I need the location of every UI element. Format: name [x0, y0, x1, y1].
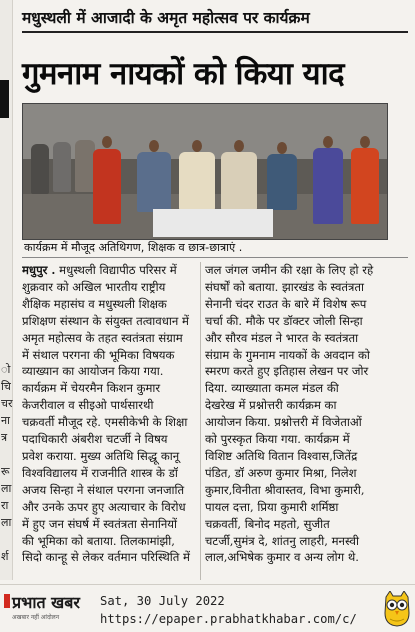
- article-line: पायल दत्ता, प्रिया कुमारी शर्मिष्ठा: [205, 499, 339, 514]
- adjacent-article-strip: [0, 0, 13, 580]
- article-line: पदाधिकारी अंबरीश चटर्जी ने विषय: [22, 432, 168, 447]
- article-kicker: मधुस्थली में आजादी के अमृत महोत्सव पर कार्यक्रम: [22, 9, 310, 27]
- adjacent-text-fragment: चर: [1, 397, 13, 410]
- article-line: और सौरव मंडल ने भारत के स्वतंत्रता: [205, 330, 359, 345]
- article-headline: गुमनाम नायकों को किया याद: [22, 56, 345, 92]
- adjacent-text-fragment: ो: [1, 363, 11, 376]
- adjacent-text-fragment: ला: [1, 482, 12, 495]
- article-line: स्मरण करते हुए इतिहास लेखन पर जोर: [205, 364, 369, 379]
- logo-tagline: अखबार नहीं आंदोलन: [12, 614, 60, 621]
- article-line: विशिष्ट अतिथि वितान विश्वास,जितेंद्र: [205, 448, 358, 463]
- article-line: शैक्षिक महासंघ व मधुस्थली शिक्षक: [22, 296, 167, 311]
- article-line: विश्वविद्यालय में राजनीति शास्त्र के डॉ: [22, 465, 178, 480]
- article-line: शुक्रवार को अखिल भारतीय राष्ट्रीय: [22, 279, 166, 294]
- logo-brand: प्रभात खबर: [12, 593, 80, 612]
- article-line: जल जंगल जमीन की रक्षा के लिए हो रहे: [205, 263, 374, 277]
- article-line: लाल,अभिषेक कुमार व अन्य लोग थे.: [205, 550, 359, 565]
- adjacent-text-fragment: चि: [1, 380, 11, 393]
- article-line: केजरीवाल व सीइओ पार्थसारथी: [22, 398, 154, 413]
- adjacent-headline-fragment: [0, 80, 9, 118]
- owl-mascot-icon: [382, 591, 412, 627]
- article-line: सिदो कान्हू से लेकर वर्तमान परिस्थिति में: [22, 550, 190, 565]
- photo-caption: कार्यक्रम में मौजूद अतिथिगण, शिक्षक व छात्र-छात्राएं .: [24, 241, 243, 254]
- adjacent-text-fragment: त्र: [1, 431, 8, 444]
- article-line: में हुए जन संघर्ष में स्वतंत्रता सेनानियों: [22, 516, 177, 531]
- adjacent-text-fragment: रू: [1, 465, 10, 478]
- prabhat-khabar-logo[interactable]: [4, 591, 96, 627]
- article-line: कार्यक्रम में चेयरमैन किशन कुमार: [22, 381, 161, 396]
- article-line: में संथाल परगना की भूमिका विषयक: [22, 347, 175, 362]
- article-line: कुमार,विनीता श्रीवास्तव, विभा कुमारी,: [205, 482, 365, 497]
- article-line: चटर्जी,सुमंत्र दे, शांतनु लाहरी, मनस्वी: [205, 533, 359, 548]
- epaper-url-link[interactable]: https://epaper.prabhatkhabar.com/c/: [100, 612, 357, 626]
- kicker-rule: [22, 31, 408, 33]
- article-line: अजय सिन्हा ने संथाल परगना जनजाति: [22, 482, 185, 497]
- edition-date: Sat, 30 July 2022: [100, 594, 225, 608]
- article-line: सेनानी चंदर राउत के बारे में विशेष रूप: [205, 296, 367, 311]
- adjacent-text-fragment: ना: [1, 414, 10, 427]
- article-line: मधुपुर . मधुस्थली विद्यापीठ परिसर में: [22, 263, 177, 277]
- adjacent-text-fragment: ला: [1, 516, 12, 529]
- article-line: को पुरस्कृत किया गया. कार्यक्रम में: [205, 432, 350, 447]
- article-line: प्रवेश कराया. मुख्य अतिथि सिद्धू कानू: [22, 448, 180, 463]
- column-divider: [200, 262, 201, 580]
- article-line: पंडित, डॉ अरुण कुमार मिश्रा, निलेश: [205, 465, 357, 480]
- epaper-footer: [0, 584, 415, 632]
- caption-rule: [22, 257, 408, 258]
- article-line: आयोजन किया. प्रश्नोत्तरी में विजेताओं: [205, 415, 362, 430]
- article-line: चक्रवर्ती मौजूद रहे. एमसीकेभी के शिक्षा: [22, 415, 188, 430]
- article-line: संघर्षों को बताया. झारखंड के स्वतंत्रता: [205, 279, 365, 294]
- article-line: और उनके ऊपर हुए अत्याचार के विरोध: [22, 499, 186, 514]
- article-column-left: [22, 262, 198, 566]
- article-line: चर्चा की. मौके पर डॉक्टर जोली सिन्हा: [205, 313, 363, 328]
- article-line: प्रशिक्षण संस्थान के संयुक्त तत्वावधान में: [22, 313, 189, 328]
- adjacent-text-fragment: र्श: [1, 550, 9, 563]
- article-line: की भूमिका को बताया. तिलकामांझी,: [22, 533, 175, 548]
- article-line: संग्राम के गुमनाम नायकों के अवदान को: [205, 347, 370, 362]
- article-line: देखरेख में प्रश्नोत्तरी कार्यक्रम का: [205, 398, 337, 413]
- article-line: अमृत महोत्सव के तहत स्वतंत्रता संग्राम: [22, 330, 183, 345]
- adjacent-text-fragment: रा: [1, 499, 9, 512]
- logo-mark: [4, 594, 10, 608]
- article-line: व्याख्यान का आयोजन किया गया.: [22, 364, 164, 379]
- article-column-right: [205, 262, 385, 566]
- article-line: चक्रवर्ती, बिनोद महतो, सुजीत: [205, 516, 330, 531]
- dateline: मधुपुर .: [22, 263, 56, 277]
- article-line: दिया. व्याख्याता कमल मंडल की: [205, 381, 339, 396]
- article-photo: [22, 103, 388, 240]
